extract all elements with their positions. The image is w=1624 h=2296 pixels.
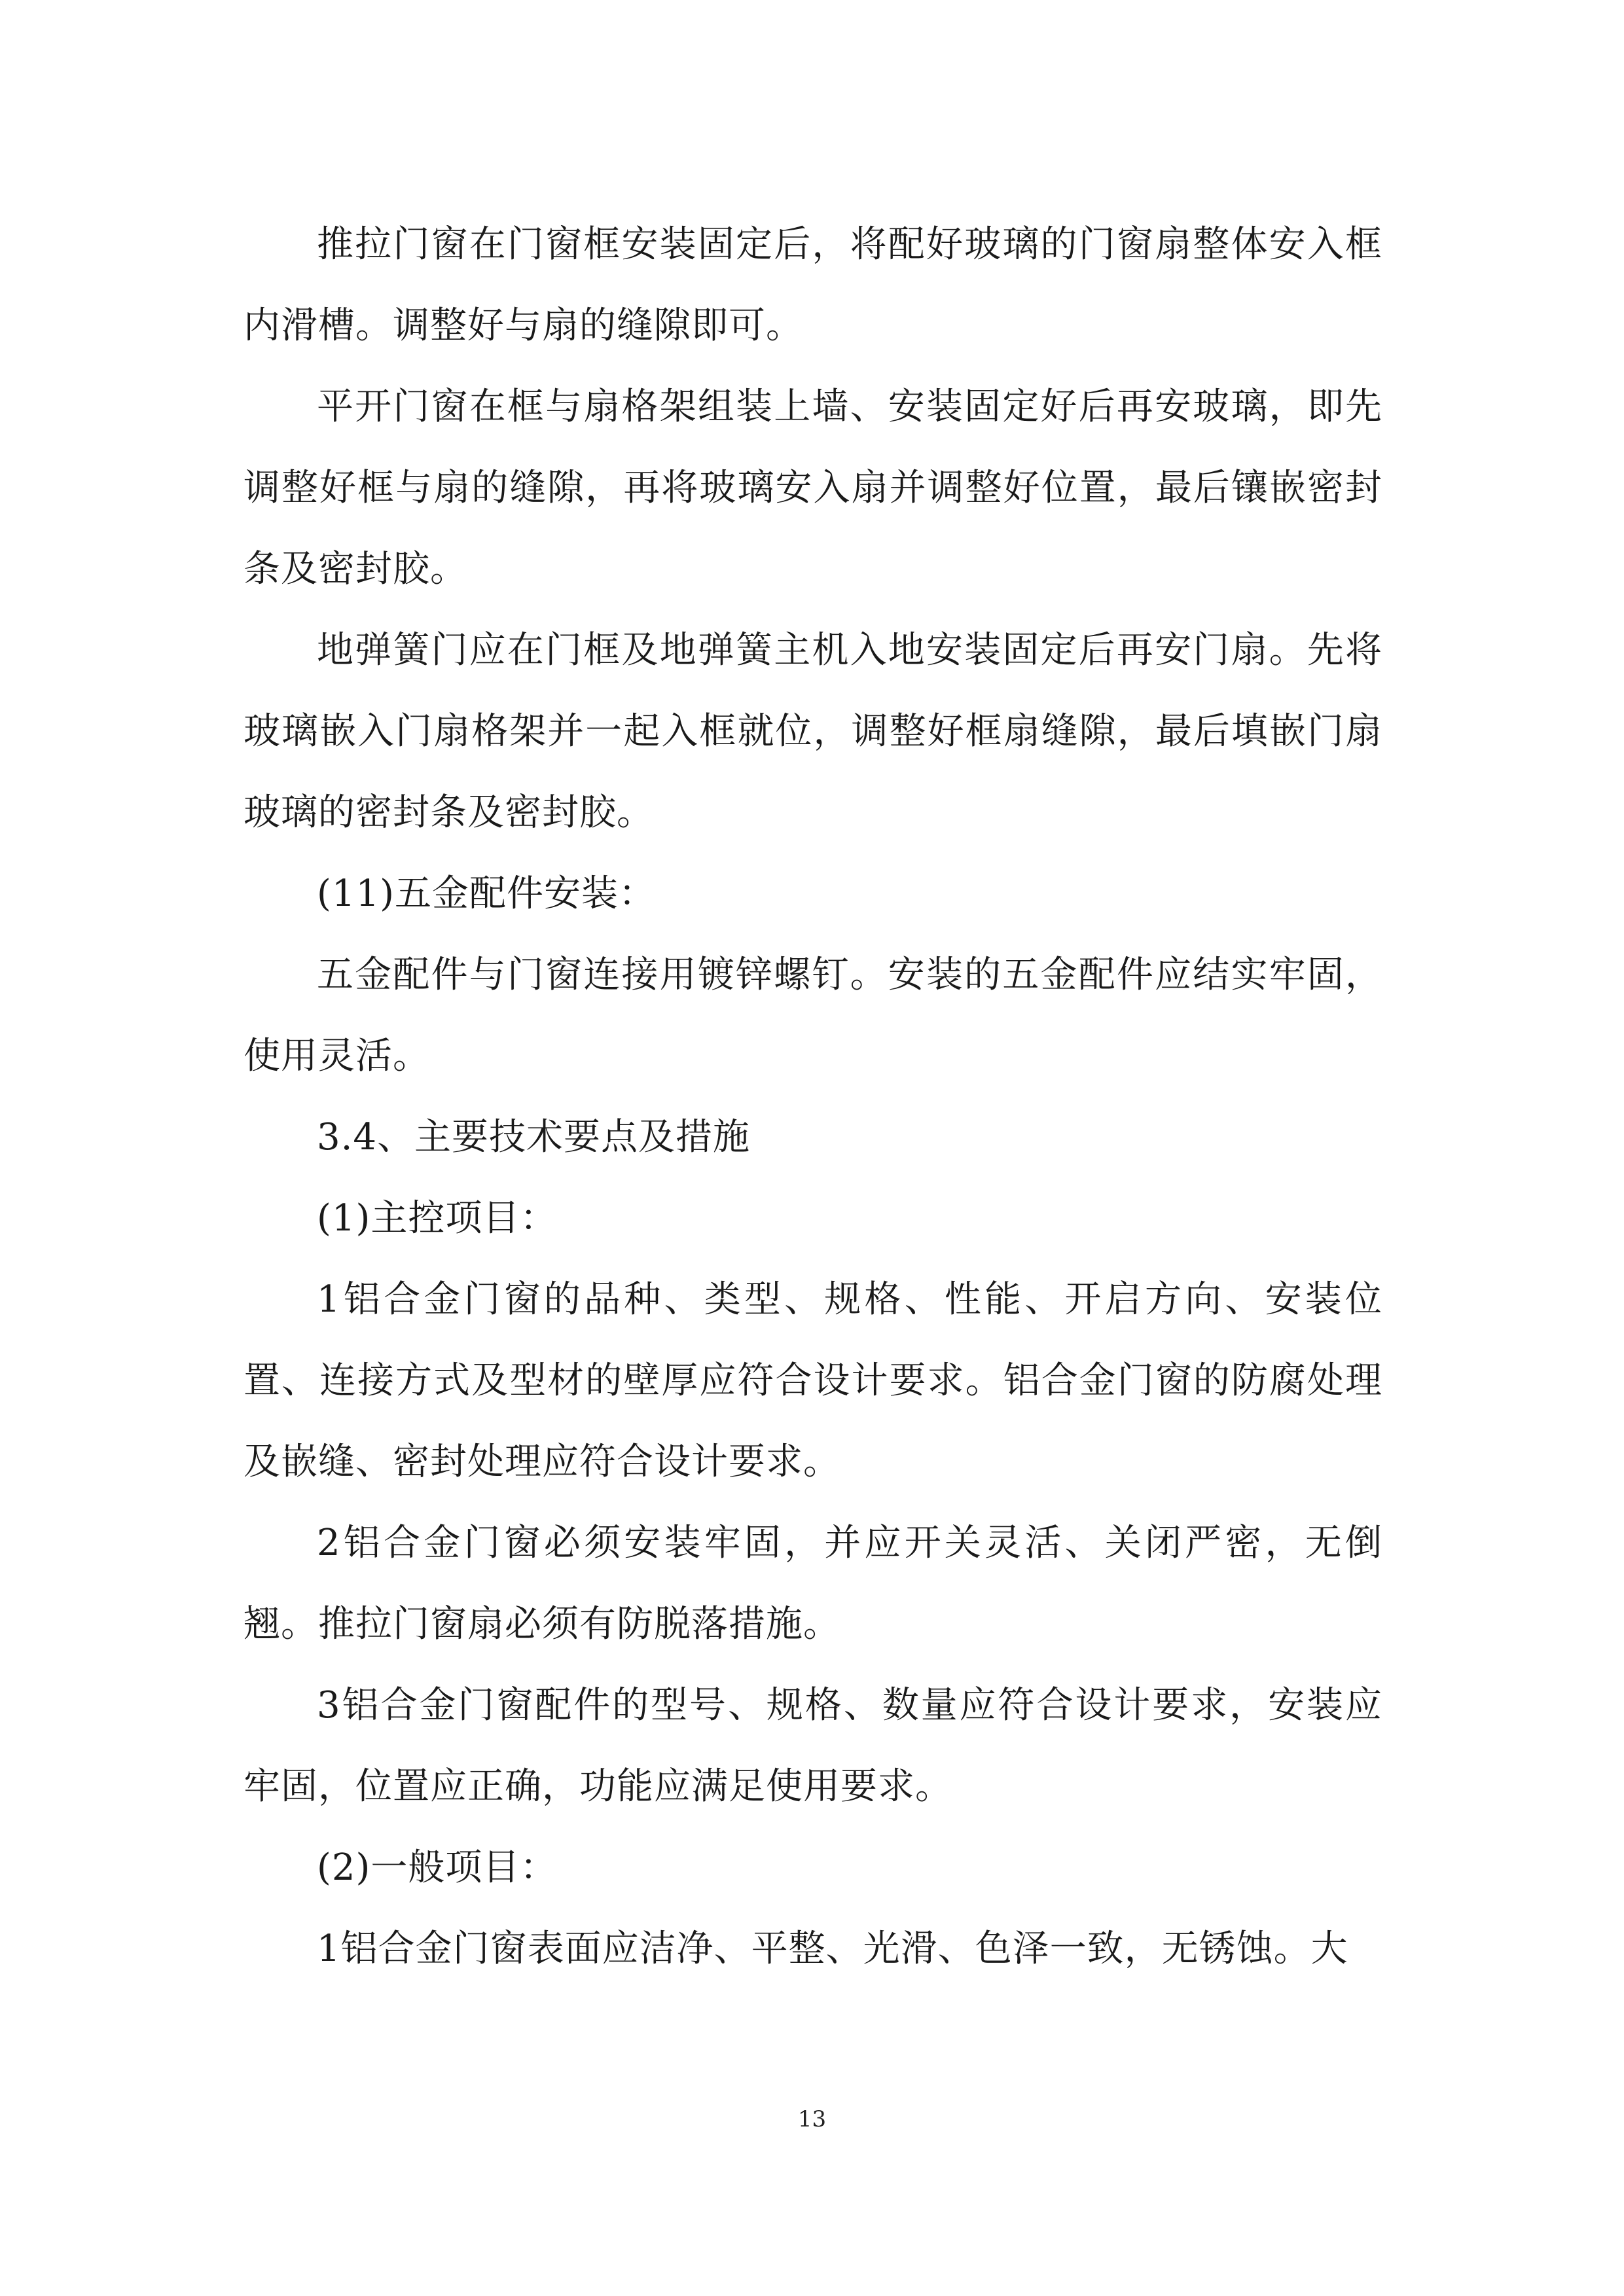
paragraph-main-control-3: 3铝合金门窗配件的型号、规格、数量应符合设计要求，安装应牢固，位置应正确，功能应满足使用要求。 — [244, 1684, 1382, 1808]
paragraph-casement-glass: 平开门窗在框与扇格架组装上墙、安装固定好后再安玻璃，即先调整好框与扇的缝隙，再将玻璃安入扇并调整好位置，最后镶嵌密封条及密封胶。 — [244, 386, 1382, 590]
paragraph-floor-spring-door: 地弹簧门应在门框及地弹簧主机入地安装固定后再安门扇。先将玻璃嵌入门扇格架并一起入框就位，调整好框扇缝隙，最后填嵌门扇玻璃的密封条及密封胶。 — [244, 629, 1382, 834]
document-body — [244, 204, 1382, 1990]
section-heading-general: (2)一般项目： — [317, 1846, 558, 1889]
paragraph-general-1: 1铝合金门窗表面应洁净、平整、光滑、色泽一致，无锈蚀。大 — [317, 1928, 1348, 1970]
paragraph-main-control-2: 2铝合金门窗必须安装牢固，并应开关灵活、关闭严密，无倒翘。推拉门窗扇必须有防脱落措施。 — [244, 1522, 1382, 1645]
section-heading-main-control: (1)主控项目： — [317, 1197, 558, 1240]
paragraph-hardware-install: 五金配件与门窗连接用镀锌螺钉。安装的五金配件应结实牢固，使用灵活。 — [244, 954, 1382, 1077]
paragraph-sliding-door-glass: 推拉门窗在门窗框安装固定后，将配好玻璃的门窗扇整体安入框内滑槽。调整好与扇的缝隙即可。 — [244, 223, 1382, 347]
section-heading-hardware: (11)五金配件安装： — [317, 872, 656, 915]
paragraph-main-control-1: 1铝合金门窗的品种、类型、规格、性能、开启方向、安装位置、连接方式及型材的壁厚应符合设计要求。铝合金门窗的防腐处理及嵌缝、密封处理应符合设计要求。 — [244, 1278, 1382, 1483]
section-heading-technical-points: 3.4、主要技术要点及措施 — [317, 1116, 751, 1158]
page-number: 13 — [797, 2106, 827, 2132]
